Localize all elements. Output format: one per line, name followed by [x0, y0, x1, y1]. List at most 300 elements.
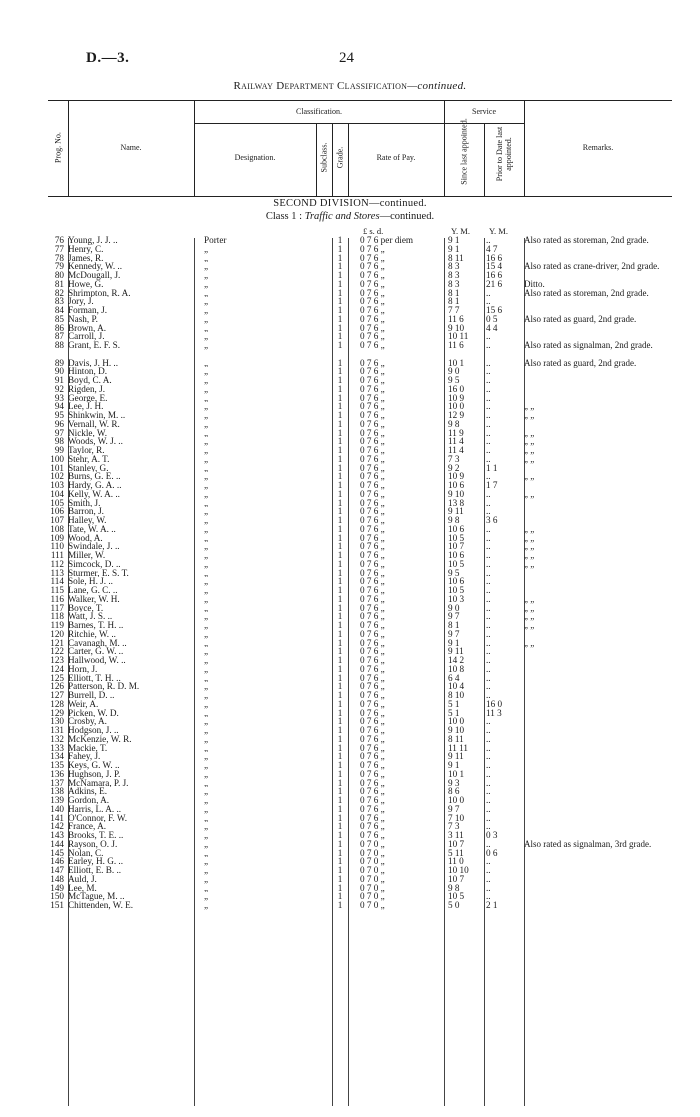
prior-service-cell: .. — [486, 340, 491, 350]
table-row — [0, 674, 700, 683]
designation-cell: „ — [204, 839, 209, 849]
since-last-cell: 9 7 — [448, 628, 460, 639]
rate-of-pay-cell: 0 7 6 „ — [360, 462, 385, 473]
name-cell: Rayson, O. J. — [68, 839, 118, 849]
rate-of-pay-cell: 0 7 0 „ — [360, 891, 385, 902]
prog-no-cell: 145 — [50, 847, 64, 858]
name-cell: Young, J. J. .. — [68, 236, 118, 245]
remarks-cell: „ „ — [524, 410, 535, 420]
grade-cell: 1 — [337, 523, 343, 534]
prog-no-cell: 92 — [54, 383, 64, 394]
name-cell: Crosby, A. — [68, 717, 107, 726]
since-last-cell: 8 6 — [448, 786, 460, 797]
remarks-cell: Also rated as guard, 2nd grade. — [524, 313, 637, 324]
prog-no-cell: 86 — [54, 322, 64, 333]
prior-service-cell: 16 0 — [486, 698, 503, 709]
prior-service-cell: .. — [486, 838, 491, 849]
prior-service-cell: .. — [486, 716, 491, 727]
table-row — [0, 805, 700, 814]
header-prior-to-date: Prior to Date last appointed. — [495, 126, 513, 182]
designation-cell: „ — [204, 507, 209, 516]
table-row — [0, 779, 700, 788]
rate-of-pay-cell: 0 7 6 „ — [360, 777, 385, 788]
rate-of-pay-cell: 0 7 0 „ — [360, 873, 385, 884]
name-cell: Gordon, A. — [68, 796, 110, 805]
designation-cell: „ — [204, 419, 209, 429]
designation-cell: „ — [204, 804, 209, 814]
rate-of-pay-cell: 0 7 6 „ — [360, 506, 385, 517]
prior-service-cell: .. — [486, 690, 491, 700]
prior-service-cell: 1 7 — [486, 480, 498, 490]
rate-of-pay-cell: 0 7 6 per diem — [360, 235, 414, 245]
prior-service-cell: .. — [486, 576, 491, 587]
name-cell: Lane, G. C. .. — [68, 586, 118, 595]
designation-cell: „ — [204, 384, 209, 394]
table-row — [0, 682, 700, 691]
since-last-cell: 9 11 — [448, 646, 464, 657]
prog-no-cell: 121 — [50, 637, 64, 648]
rate-of-pay-cell: 0 7 6 „ — [360, 296, 385, 307]
grade-cell: 1 — [337, 567, 343, 578]
name-cell: Lee, J. H. — [68, 402, 104, 411]
since-unit-label: Y. M. — [451, 226, 470, 236]
table-row — [0, 420, 700, 429]
designation-cell: „ — [204, 612, 209, 621]
prog-no-cell: 101 — [50, 462, 64, 473]
table-row — [0, 411, 700, 420]
name-cell: George, E. — [68, 393, 108, 403]
prior-service-cell: .. — [486, 453, 491, 464]
rate-of-pay-cell: 0 7 6 „ — [360, 270, 385, 280]
designation-cell: „ — [204, 358, 209, 368]
grade-cell: 1 — [337, 445, 343, 455]
name-cell: McDougall, J. — [68, 271, 121, 280]
name-cell: Elliott, E. B. .. — [68, 866, 122, 875]
rate-of-pay-cell: 0 7 6 „ — [360, 655, 385, 665]
table-row — [0, 665, 700, 674]
header-subclass: Subclass. — [319, 142, 329, 173]
rate-of-pay-cell: 0 7 6 „ — [360, 322, 385, 333]
designation-cell: „ — [204, 446, 209, 455]
designation-cell: „ — [204, 568, 209, 578]
name-cell: James, R. — [68, 253, 104, 263]
remarks-cell: Also rated as guard, 2nd grade. — [524, 357, 637, 368]
rate-of-pay-cell: 0 7 6 „ — [360, 488, 385, 499]
prog-no-cell: 138 — [50, 786, 64, 797]
prog-no-cell: 110 — [50, 541, 64, 552]
name-cell: Woods, W. J. .. — [68, 437, 123, 446]
rate-of-pay-cell: 0 7 6 „ — [360, 523, 385, 534]
table-row — [0, 359, 700, 368]
prog-no-cell: 103 — [50, 480, 64, 490]
prog-no-cell: 95 — [54, 410, 64, 420]
prior-service-cell: .. — [486, 812, 491, 823]
rate-of-pay-cell: 0 7 6 „ — [360, 690, 385, 700]
header-designation: Designation. — [234, 153, 276, 162]
rate-of-pay-cell: 0 7 6 „ — [360, 515, 385, 525]
name-cell: Nickle, W. — [68, 428, 108, 438]
name-cell: McNamara, P. J. — [68, 778, 129, 788]
rate-of-pay-cell: 0 7 6 „ — [360, 331, 385, 342]
grade-cell: 1 — [337, 243, 343, 254]
table-row — [0, 297, 700, 306]
designation-cell: „ — [204, 594, 209, 604]
grade-cell: 1 — [337, 576, 343, 587]
since-last-cell: 12 9 — [448, 410, 465, 420]
prog-no-cell: 141 — [50, 812, 64, 823]
prior-service-cell: .. — [486, 392, 491, 403]
grade-cell: 1 — [337, 873, 343, 884]
name-cell: Miller, W. — [68, 551, 106, 560]
prog-no-cell: 125 — [50, 672, 64, 683]
since-last-cell: 10 0 — [448, 795, 465, 805]
rate-of-pay-cell: 0 7 6 „ — [360, 558, 385, 569]
rate-of-pay-cell: 0 7 6 „ — [360, 768, 385, 779]
grade-cell: 1 — [337, 488, 343, 499]
table-row — [0, 735, 700, 744]
grade-cell: 1 — [337, 453, 343, 464]
table-row — [0, 472, 700, 481]
name-cell: Elliott, T. H. .. — [68, 673, 121, 683]
table-row — [0, 542, 700, 551]
prog-no-cell: 126 — [50, 681, 64, 692]
grade-cell: 1 — [337, 838, 343, 849]
grade-cell: 1 — [337, 628, 343, 639]
prior-service-cell: .. — [486, 550, 491, 560]
name-cell: Smith, J. — [68, 498, 101, 508]
table-row — [0, 822, 700, 831]
since-last-cell: 8 3 — [448, 270, 460, 280]
since-last-cell: 11 4 — [448, 445, 464, 455]
rate-of-pay-cell: 0 7 6 „ — [360, 585, 385, 595]
name-cell: Howe, G. — [68, 279, 104, 289]
since-last-cell: 9 2 — [448, 462, 460, 473]
header-rate-of-pay: Rate of Pay. — [376, 153, 416, 162]
grade-cell: 1 — [337, 637, 343, 648]
grade-cell: 1 — [337, 366, 343, 377]
grade-cell: 1 — [337, 515, 343, 525]
table-row — [0, 525, 700, 534]
grade-cell: 1 — [337, 663, 343, 674]
prog-no-cell: 85 — [54, 313, 64, 324]
rate-of-pay-cell: 0 7 6 „ — [360, 305, 385, 315]
table-row — [0, 709, 700, 718]
prior-service-cell: .. — [486, 541, 491, 552]
table-row — [0, 315, 700, 324]
since-last-cell: 10 6 — [448, 550, 465, 560]
name-cell: Stanley, G. — [68, 463, 109, 473]
prog-no-cell: 123 — [50, 655, 64, 665]
grade-cell: 1 — [337, 401, 343, 412]
name-cell: Sole, H. J. .. — [68, 577, 113, 586]
name-cell: Weir, A. — [68, 699, 99, 709]
prog-no-cell: 107 — [50, 515, 64, 525]
prior-service-cell: 16 6 — [486, 252, 503, 263]
rate-of-pay-cell: 0 7 6 „ — [360, 672, 385, 683]
name-cell: Brooks, T. E. .. — [68, 831, 124, 840]
grade-cell: 1 — [337, 821, 343, 832]
grade-cell: 1 — [337, 462, 343, 473]
remarks-cell: „ „ — [524, 401, 535, 412]
table-row — [0, 639, 700, 648]
grade-cell: 1 — [337, 760, 343, 770]
grade-cell: 1 — [337, 768, 343, 779]
prog-no-cell: 77 — [54, 243, 64, 254]
grade-cell: 1 — [337, 252, 343, 263]
name-cell: Shrimpton, R. A. — [68, 288, 131, 298]
prior-service-cell: .. — [486, 672, 491, 683]
name-cell: Jory, J. — [68, 297, 94, 306]
name-cell: Halley, W. — [68, 516, 107, 525]
since-last-cell: 11 4 — [448, 436, 464, 447]
since-last-cell: 3 11 — [448, 830, 464, 840]
grade-cell: 1 — [337, 357, 343, 368]
table-row — [0, 752, 700, 761]
rate-of-pay-cell: 0 7 6 „ — [360, 418, 385, 429]
name-cell: Earley, H. G. .. — [68, 857, 124, 866]
designation-cell: „ — [204, 699, 209, 709]
remarks-cell: „ „ — [524, 488, 535, 499]
name-cell: Brown, A. — [68, 323, 107, 333]
remarks-cell: „ „ — [524, 558, 535, 569]
designation-cell: „ — [204, 787, 209, 796]
designation-cell: „ — [204, 708, 209, 718]
since-last-cell: 7 7 — [448, 305, 460, 315]
remarks-cell: „ „ — [524, 427, 535, 438]
prog-no-cell: 142 — [50, 821, 64, 832]
since-last-cell: 9 1 — [448, 235, 460, 245]
prior-service-cell: .. — [486, 567, 491, 578]
grade-cell: 1 — [337, 672, 343, 683]
prog-no-cell: 117 — [50, 602, 64, 613]
designation-cell: „ — [204, 586, 209, 595]
remarks-cell: „ „ — [524, 523, 535, 534]
prior-service-cell: .. — [486, 296, 491, 307]
since-last-cell: 8 11 — [448, 252, 464, 263]
rate-of-pay-cell: 0 7 6 „ — [360, 786, 385, 797]
remarks-cell: „ „ — [524, 593, 535, 604]
prior-service-cell: .. — [486, 471, 491, 482]
prog-no-cell: 115 — [50, 585, 64, 595]
remarks-cell: „ „ — [524, 436, 535, 447]
prior-service-cell: .. — [486, 733, 491, 744]
designation-cell: „ — [204, 472, 209, 481]
grade-cell: 1 — [337, 900, 343, 910]
name-cell: Kelly, W. A. .. — [68, 489, 120, 499]
rate-of-pay-cell: 0 7 6 „ — [360, 252, 385, 263]
designation-cell: „ — [204, 533, 209, 543]
grade-cell: 1 — [337, 497, 343, 508]
rate-of-pay-cell: 0 7 6 „ — [360, 392, 385, 403]
table-row — [0, 849, 700, 858]
prior-service-cell: .. — [486, 882, 491, 893]
since-last-cell: 9 8 — [448, 882, 460, 893]
since-last-cell: 16 0 — [448, 383, 465, 394]
rate-of-pay-cell: 0 7 6 „ — [360, 278, 385, 289]
table-row — [0, 577, 700, 586]
table-row — [0, 840, 700, 849]
prog-no-cell: 80 — [54, 270, 64, 280]
name-cell: Kennedy, W. .. — [68, 262, 123, 271]
table-row — [0, 586, 700, 595]
name-cell: Carter, G. W. .. — [68, 647, 124, 656]
grade-cell: 1 — [337, 882, 343, 893]
remarks-cell: Also rated as storeman, 2nd grade. — [524, 235, 649, 245]
grade-cell: 1 — [337, 725, 343, 735]
prior-service-cell: .. — [486, 418, 491, 429]
rate-of-pay-cell: 0 7 6 „ — [360, 795, 385, 805]
prog-no-cell: 89 — [54, 357, 64, 368]
grade-cell: 1 — [337, 383, 343, 394]
grade-cell: 1 — [337, 550, 343, 560]
grade-cell: 1 — [337, 480, 343, 490]
since-last-cell: 10 5 — [448, 532, 465, 543]
designation-cell: „ — [204, 524, 209, 534]
name-cell: Auld, J. — [68, 874, 97, 884]
name-cell: Shinkwin, M. .. — [68, 411, 126, 420]
prior-service-cell: .. — [486, 375, 491, 385]
header-subline — [194, 123, 524, 124]
name-cell: Davis, J. H. .. — [68, 358, 119, 368]
designation-cell: „ — [204, 866, 209, 875]
header-divider — [332, 124, 333, 196]
remarks-cell: „ „ — [524, 471, 535, 482]
prior-service-cell: .. — [486, 558, 491, 569]
since-last-cell: 10 0 — [448, 401, 465, 412]
prior-service-cell: .. — [486, 786, 491, 797]
designation-cell: „ — [204, 271, 209, 280]
prog-no-cell: 93 — [54, 392, 64, 403]
table-row — [0, 394, 700, 403]
prior-service-cell: 2 1 — [486, 900, 498, 910]
designation-cell: „ — [204, 341, 209, 350]
designation-cell: „ — [204, 551, 209, 560]
since-last-cell: 5 1 — [448, 707, 460, 718]
pay-unit-label: £ s. d. — [363, 226, 384, 236]
prog-no-cell: 130 — [50, 716, 64, 727]
remarks-cell: „ „ — [524, 541, 535, 552]
designation-cell: „ — [204, 883, 209, 893]
since-last-cell: 8 3 — [448, 278, 460, 289]
prog-no-cell: 140 — [50, 803, 64, 814]
designation-cell: „ — [204, 288, 209, 298]
rate-of-pay-cell: 0 7 6 „ — [360, 357, 385, 368]
designation-cell: „ — [204, 603, 209, 613]
remarks-cell: „ „ — [524, 532, 535, 543]
designation-cell: „ — [204, 516, 209, 525]
designation-cell: „ — [204, 542, 209, 551]
since-last-cell: 9 5 — [448, 375, 460, 385]
page-title — [0, 80, 700, 92]
prior-service-cell: .. — [486, 410, 491, 420]
table-row — [0, 691, 700, 700]
designation-cell: „ — [204, 752, 209, 761]
designation-cell: „ — [204, 489, 209, 499]
prog-no-cell: 147 — [50, 865, 64, 875]
prog-no-cell: 109 — [50, 532, 64, 543]
rate-of-pay-cell: 0 7 6 „ — [360, 541, 385, 552]
rate-of-pay-cell: 0 7 6 „ — [360, 261, 385, 272]
name-cell: Chittenden, W. E. — [68, 901, 134, 910]
prog-no-cell: 88 — [54, 340, 64, 350]
remarks-cell: „ „ — [524, 453, 535, 464]
rate-of-pay-cell: 0 7 6 „ — [360, 751, 385, 762]
name-cell: Walker, W. H. — [68, 594, 120, 604]
since-last-cell: 8 10 — [448, 690, 465, 700]
rate-of-pay-cell: 0 7 6 „ — [360, 497, 385, 508]
table-row — [0, 595, 700, 604]
name-cell: Hallwood, W. .. — [68, 656, 126, 665]
rate-of-pay-cell: 0 7 6 „ — [360, 821, 385, 832]
rate-of-pay-cell: 0 7 6 „ — [360, 628, 385, 639]
table-row — [0, 367, 700, 376]
grade-cell: 1 — [337, 541, 343, 552]
grade-cell: 1 — [337, 585, 343, 595]
designation-cell: „ — [204, 621, 209, 630]
grade-cell: 1 — [337, 375, 343, 385]
table-row — [0, 271, 700, 280]
name-cell: Wood, A. — [68, 533, 103, 543]
grade-cell: 1 — [337, 611, 343, 622]
since-last-cell: 10 3 — [448, 593, 465, 604]
table-row — [0, 884, 700, 893]
table-row — [0, 245, 700, 254]
designation-cell: „ — [204, 262, 209, 271]
remarks-cell: „ „ — [524, 620, 535, 630]
since-last-cell: 10 6 — [448, 523, 465, 534]
name-cell: Hinton, D. — [68, 367, 108, 376]
table-row — [0, 236, 700, 245]
prog-no-cell: 136 — [50, 768, 64, 779]
prior-service-cell: .. — [486, 637, 491, 648]
name-cell: Grant, E. F. S. — [68, 341, 121, 350]
grade-cell: 1 — [337, 655, 343, 665]
since-last-cell: 5 11 — [448, 847, 464, 858]
prior-service-cell: 1 1 — [486, 462, 498, 473]
designation-cell: „ — [204, 629, 209, 639]
grade-cell: 1 — [337, 646, 343, 657]
name-cell: Vernall, W. R. — [68, 419, 120, 429]
table-row — [0, 455, 700, 464]
name-cell: Lee, M. — [68, 883, 97, 893]
grade-cell: 1 — [337, 471, 343, 482]
designation-cell: „ — [204, 717, 209, 726]
prog-no-cell: 149 — [50, 882, 64, 893]
table-row — [0, 892, 700, 901]
since-last-cell: 8 1 — [448, 287, 460, 298]
rate-of-pay-cell: 0 7 6 „ — [360, 366, 385, 377]
rate-of-pay-cell: 0 7 6 „ — [360, 375, 385, 385]
prior-service-cell: .. — [486, 873, 491, 884]
name-cell: Henry, C. — [68, 244, 104, 254]
name-cell: Hughson, J. P. — [68, 769, 121, 779]
name-cell: Hardy, G. A. .. — [68, 481, 122, 490]
since-last-cell: 9 1 — [448, 760, 460, 770]
grade-cell: 1 — [337, 287, 343, 298]
prior-service-cell: .. — [486, 585, 491, 595]
since-last-cell: 9 0 — [448, 602, 460, 613]
rate-of-pay-cell: 0 7 6 „ — [360, 742, 385, 753]
name-cell: Swindale, J. .. — [68, 542, 120, 551]
grade-cell: 1 — [337, 707, 343, 718]
designation-cell: „ — [204, 778, 209, 788]
name-cell: Horn, J. — [68, 664, 98, 674]
table-row — [0, 857, 700, 866]
prior-service-cell: 0 6 — [486, 847, 498, 858]
table-row — [0, 656, 700, 665]
prior-service-cell: 4 7 — [486, 243, 498, 254]
prior-service-cell: 15 6 — [486, 305, 503, 315]
